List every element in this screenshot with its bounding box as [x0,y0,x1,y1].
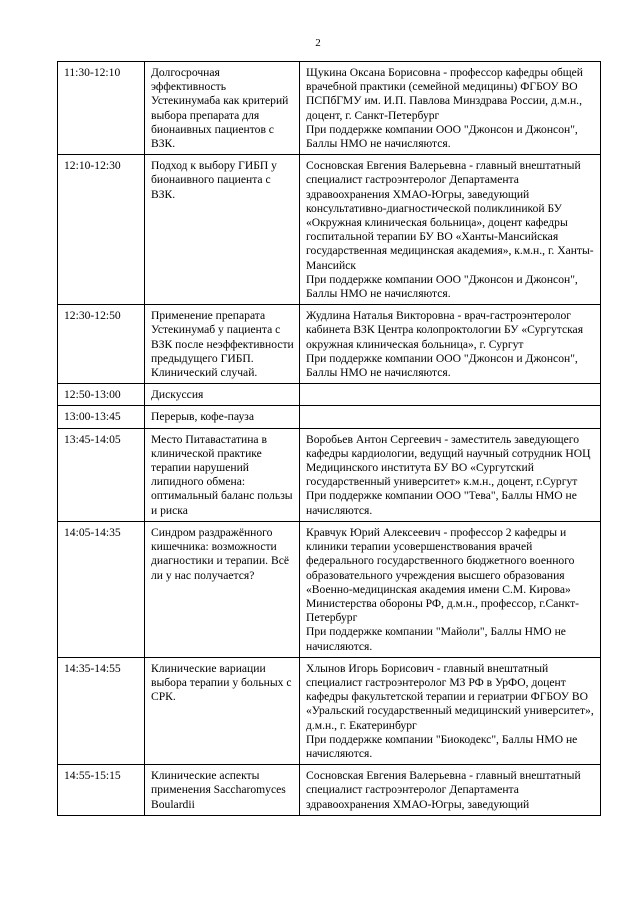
speaker-info: Хлынов Игорь Борисович - главный внештатный специалист гастроэнтеролог МЗ РФ в УрФО, доцент кафедры факультетской терапии и гериатрии ФГБОУ ВО «Уральский государственный медицинский университет», д.м.н., г. Екатеринбург [306,661,594,732]
topic-cell: Клинические вариации выбора терапии у больных с СРК. [145,657,300,764]
topic-cell: Перерыв, кофе-пауза [145,406,300,428]
topic-cell: Синдром раздражённого кишечника: возможности диагностики и терапии. Всё ли у нас получается? [145,521,300,657]
topic-cell: Долгосрочная эффективность Устекинумаба как критерий выбора препарата для бионаивных пациентов с ВЗК. [145,62,300,155]
table-row [58,765,601,816]
sponsor-note: При поддержке компании "Майоли", Баллы НМО не начисляются. [306,625,566,653]
speaker-info: Щукина Оксана Борисовна - профессор кафедры общей врачебной практики (семейной медицины) ФГБОУ ВО ПСПбГМУ им. И.П. Павлова Минздрава России, д.м.н., доцент, г. Санкт-Петербург [306,66,583,122]
page-number: 2 [315,37,321,49]
topic-cell: Место Питавастатина в клинической практике терапии нарушений липидного обмена: оптимальный баланс пользы и риска [145,428,300,521]
time-cell: 12:10-12:30 [58,155,145,305]
topic-cell: Подход к выбору ГИБП у бионаивного пациента с ВЗК. [145,155,300,305]
topic-cell: Применение препарата Устекинумаб у пациента с ВЗК после неэффективности предыдущего ГИБП. Клинический случай. [145,305,300,384]
topic-cell: Клинические аспекты применения Saccharomyces Boulardii [145,765,300,816]
speaker-cell [300,62,601,155]
table-row [58,428,601,521]
speaker-info: Воробьев Антон Сергеевич - заместитель заведующего кафедры кардиологии, ведущий научный сотрудник НОЦ Медицинского института БУ ВО «Сургутский государственный университет» к.м.н., доцент, г.Сургут [306,432,591,489]
speaker-cell [300,657,601,764]
time-cell: 13:45-14:05 [58,428,145,521]
table-row [58,305,601,384]
sponsor-note: При поддержке компании ООО "Тева", Баллы НМО не начисляются. [306,489,577,517]
time-cell: 14:35-14:55 [58,657,145,764]
speaker-cell [300,406,601,428]
sponsor-note: При поддержке компании ООО "Джонсон и Джонсон", Баллы НМО не начисляются. [306,122,578,151]
table-row [58,657,601,764]
speaker-info: Сосновская Евгения Валерьевна - главный внештатный специалист гастроэнтеролог Департамента здравоохранения ХМАО-Югры, заведующий [306,769,581,811]
table-row [58,521,601,657]
speaker-cell [300,384,601,406]
time-cell: 13:00-13:45 [58,406,145,428]
speaker-cell [300,428,601,521]
speaker-info: Жудлина Наталья Викторовна - врач-гастроэнтеролог кабинета ВЗК Центра колопроктологии БУ «Сургутская окружная клиническая больница», г. Сургут [306,309,584,351]
sponsor-note: При поддержке компании ООО "Джонсон и Джонсон", Баллы НМО не начисляются. [306,272,578,301]
table-row [58,406,601,428]
table-row [58,384,601,406]
speaker-cell [300,305,601,384]
speaker-cell [300,765,601,816]
time-cell: 14:55-15:15 [58,765,145,816]
sponsor-note: При поддержке компании ООО "Джонсон и Джонсон", Баллы НМО не начисляются. [306,351,578,380]
schedule-table [57,61,601,816]
topic-cell: Дискуссия [145,384,300,406]
speaker-info: Кравчук Юрий Алексеевич - профессор 2 кафедры и клиники терапии усовершенствования врачей федерального государственного бюджетного военного образовательного учреждения высшего образования «Военно-медицинская академия имени С.М. Кирова» Министерства обороны РФ, д.м.н., профессор, г.Санкт-Петербург [306,525,580,625]
time-cell: 11:30-12:10 [58,62,145,155]
speaker-info: Сосновская Евгения Валерьевна - главный внештатный специалист гастроэнтеролог Департамента здравоохранения ХМАО-Югры, заведующий консультативно-диагностической поликлиникой БУ «Окружная клиническая больница», доцент кафедры госпитальной терапии БУ ВО «Ханты-Мансийская государственная медицинская академия», к.м.н., г. Ханты-Мансийск [306,159,594,272]
table-row [58,155,601,305]
time-cell: 12:30-12:50 [58,305,145,384]
time-cell: 12:50-13:00 [58,384,145,406]
speaker-cell [300,521,601,657]
speaker-cell [300,155,601,305]
table-row [58,62,601,155]
time-cell: 14:05-14:35 [58,521,145,657]
sponsor-note: При поддержке компании "Биокодекс", Баллы НМО не начисляются. [306,732,578,760]
